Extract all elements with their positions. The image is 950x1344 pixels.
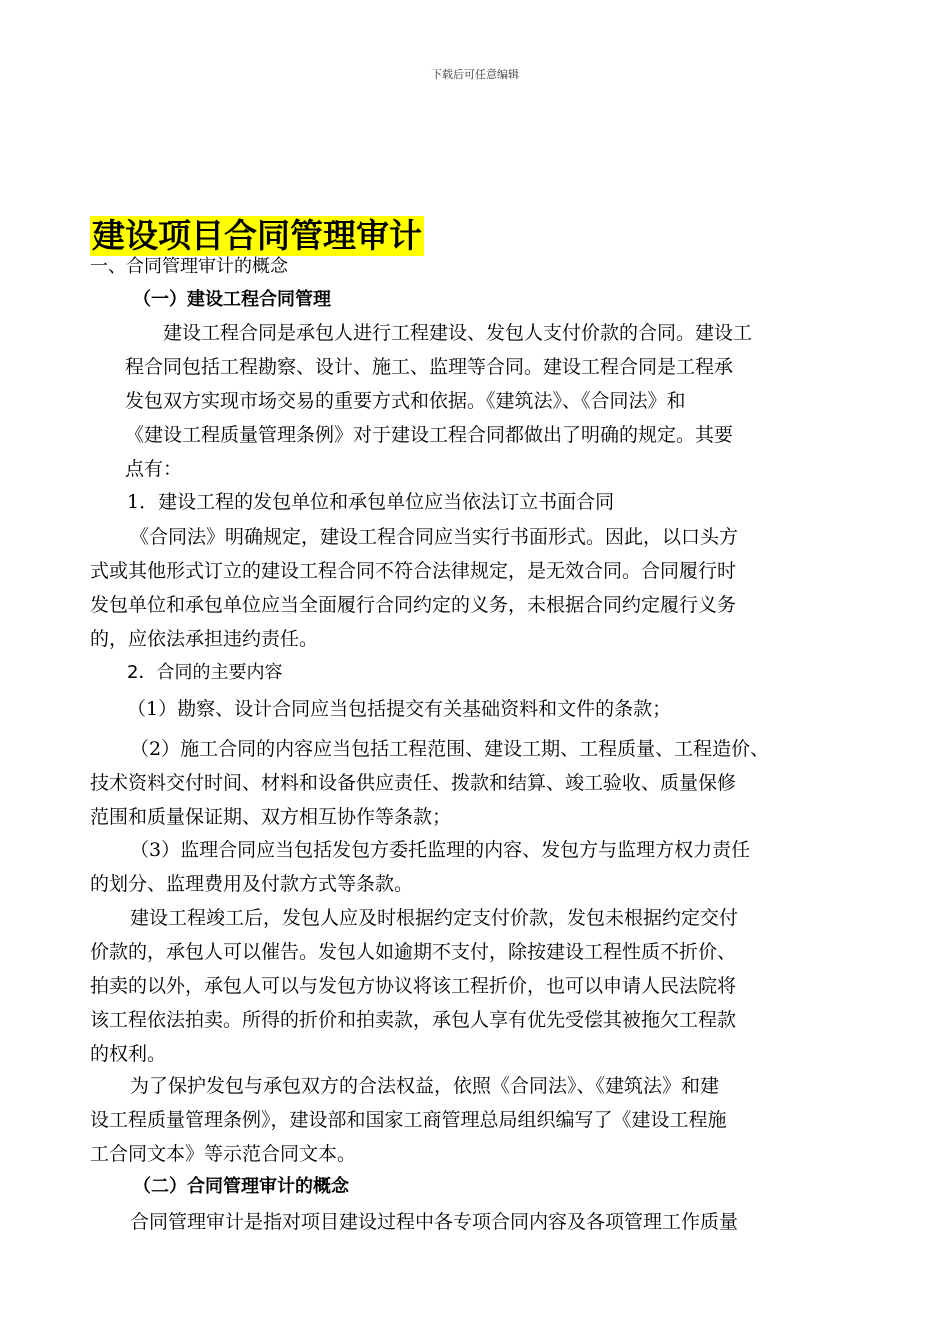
text-line: 《合同法》明确规定，建设工程合同应当实行书面形式。因此，以口头方 (130, 526, 739, 548)
paragraph-audit-definition (90, 1205, 738, 1239)
sub-item-2 (90, 732, 769, 834)
item-2-title: 2．合同的主要内容 (127, 662, 283, 683)
subsection-heading-2: （二）合同管理审计的概念 (133, 1176, 349, 1197)
paragraph-payment (90, 901, 738, 1071)
text-line: 设工程质量管理条例》，建设部和国家工商管理总局组织编写了《建设工程施 (90, 1109, 727, 1131)
sub-item-1: （1）勘察、设计合同应当包括提交有关基础资料和文件的条款； (127, 698, 672, 720)
page-header: 下载后可任意编辑 (431, 68, 519, 81)
text-line: 发包单位和承包单位应当全面履行合同约定的义务，未根据合同约定履行义务 (90, 594, 737, 616)
text-line: 《建设工程质量管理条例》对于建设工程合同都做出了明确的规定。其要 (125, 424, 734, 446)
text-line: 式或其他形式订立的建设工程合同不符合法律规定，是无效合同。合同履行时 (90, 560, 737, 582)
sub-item-3 (90, 833, 750, 901)
text-line: 建设工程竣工后，发包人应及时根据约定支付价款，发包未根据约定交付 (130, 907, 739, 929)
paragraph-written-form (90, 520, 738, 656)
subsection-heading-1: （一）建设工程合同管理 (133, 289, 331, 310)
text-line: 价款的，承包人可以催告。发包人如逾期不支付，除按建设工程性质不折价、 (90, 941, 737, 963)
text-line: 拍卖的以外，承包人可以与发包方协议将该工程折价，也可以申请人民法院将 (90, 975, 737, 997)
text-line: 的权利。 (90, 1043, 167, 1065)
item-1-title: 1．建设工程的发包单位和承包单位应当依法订立书面合同 (127, 491, 615, 513)
text-line: 为了保护发包与承包双方的合法权益，依照《合同法》、《建筑法》和建 (130, 1075, 720, 1097)
text-line: （3）监理合同应当包括发包方委托监理的内容、发包方与监理方权力责任 (130, 839, 751, 861)
document-title: 建设项目合同管理审计 (92, 216, 422, 255)
text-line: 发包双方实现市场交易的重要方式和依据。《建筑法》、《合同法》和 (125, 390, 686, 412)
text-line: 工合同文本》等示范合同文本。 (90, 1143, 357, 1165)
paragraph-contract-definition (125, 316, 752, 486)
text-line: （2）施工合同的内容应当包括工程范围、建设工期、工程质量、工程造价、 (130, 738, 770, 760)
text-line: 合同管理审计是指对项目建设过程中各专项合同内容及各项管理工作质量 (130, 1211, 739, 1233)
text-line: 程合同包括工程勘察、设计、施工、监理等合同。建设工程合同是工程承 (125, 356, 734, 378)
section-heading-1: 一、合同管理审计的概念 (90, 256, 288, 277)
text-line: 范围和质量保证期、双方相互协作等条款； (90, 806, 452, 828)
text-line: 技术资料交付时间、材料和设备供应责任、拨款和结算、竣工验收、质量保修 (90, 772, 737, 794)
text-line: 的，应依法承担违约责任。 (90, 628, 319, 650)
text-line: 建设工程合同是承包人进行工程建设、发包人支付价款的合同。建设工 (163, 322, 753, 344)
paragraph-model-contract (90, 1069, 727, 1171)
text-line: 的划分、监理费用及付款方式等条款。 (90, 873, 414, 895)
text-line: 该工程依法拍卖。所得的折价和拍卖款，承包人享有优先受偿其被拖欠工程款 (90, 1009, 737, 1031)
text-line: 点有： (125, 458, 183, 480)
